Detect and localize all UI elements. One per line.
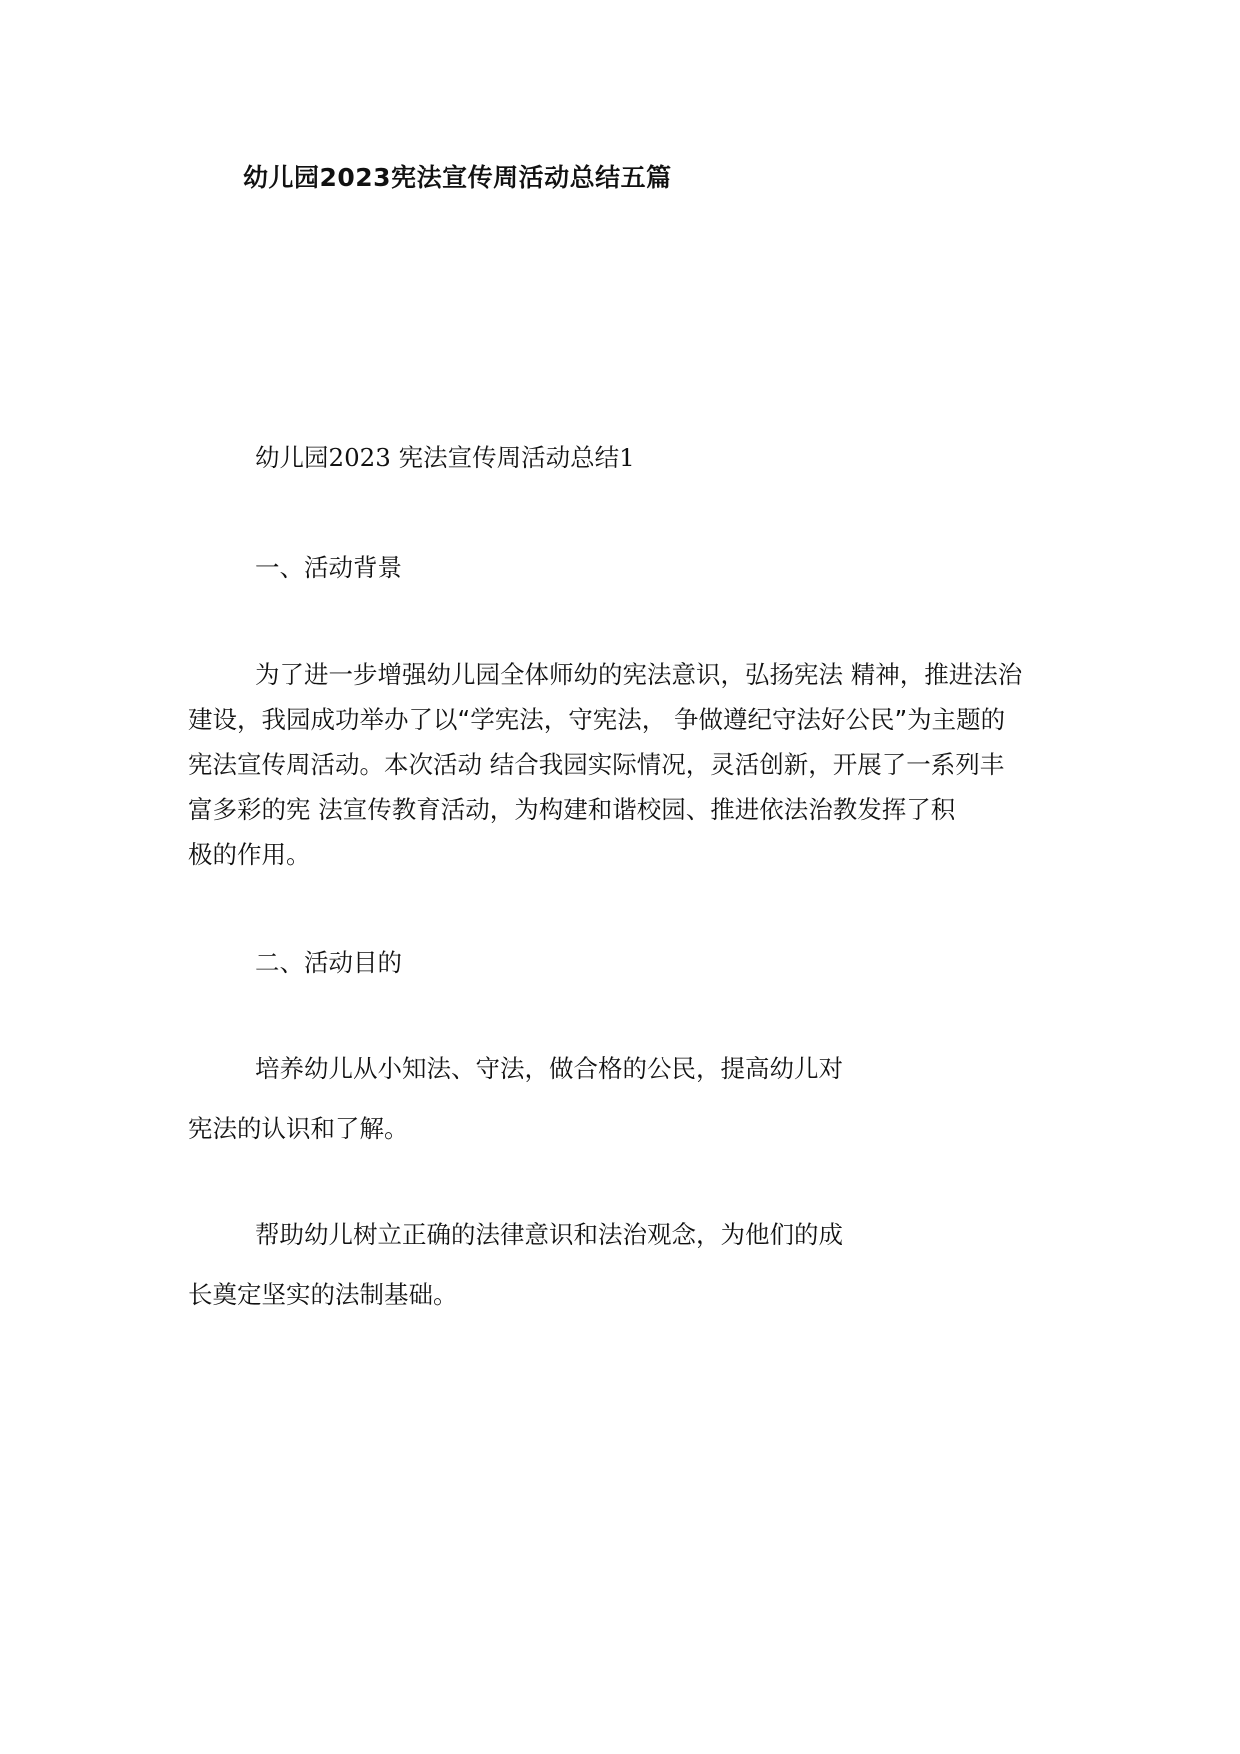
paragraph-line: 宪法的认识和了解。	[188, 1114, 409, 1143]
article-subtitle: 幼儿园2023 宪法宣传周活动总结1	[255, 443, 635, 472]
paragraph-line: 富多彩的宪 法宣传教育活动，为构建和谐校园、推进依法治教发挥了积	[188, 795, 956, 824]
section-heading-background: 一、活动背景	[255, 553, 402, 582]
paragraph-line: 为了进一步增强幼儿园全体师幼的宪法意识，弘扬宪法 精神，推进法治	[255, 660, 1023, 689]
paragraph-line: 宪法宣传周活动。本次活动 结合我园实际情况，灵活创新，开展了一系列丰	[188, 750, 1005, 779]
paragraph-line: 培养幼儿从小知法、守法，做合格的公民，提高幼儿对	[255, 1054, 843, 1083]
paragraph-line: 建设，我园成功举办了以“学宪法，守宪法， 争做遵纪守法好公民”为主题的	[188, 705, 1006, 734]
paragraph-line: 帮助幼儿树立正确的法律意识和法治观念，为他们的成	[255, 1220, 843, 1249]
document-title: 幼儿园2023宪法宣传周活动总结五篇	[243, 163, 672, 192]
section-heading-purpose: 二、活动目的	[255, 948, 402, 977]
paragraph-line: 长奠定坚实的法制基础。	[188, 1280, 458, 1309]
paragraph-line: 极的作用。	[188, 840, 311, 869]
